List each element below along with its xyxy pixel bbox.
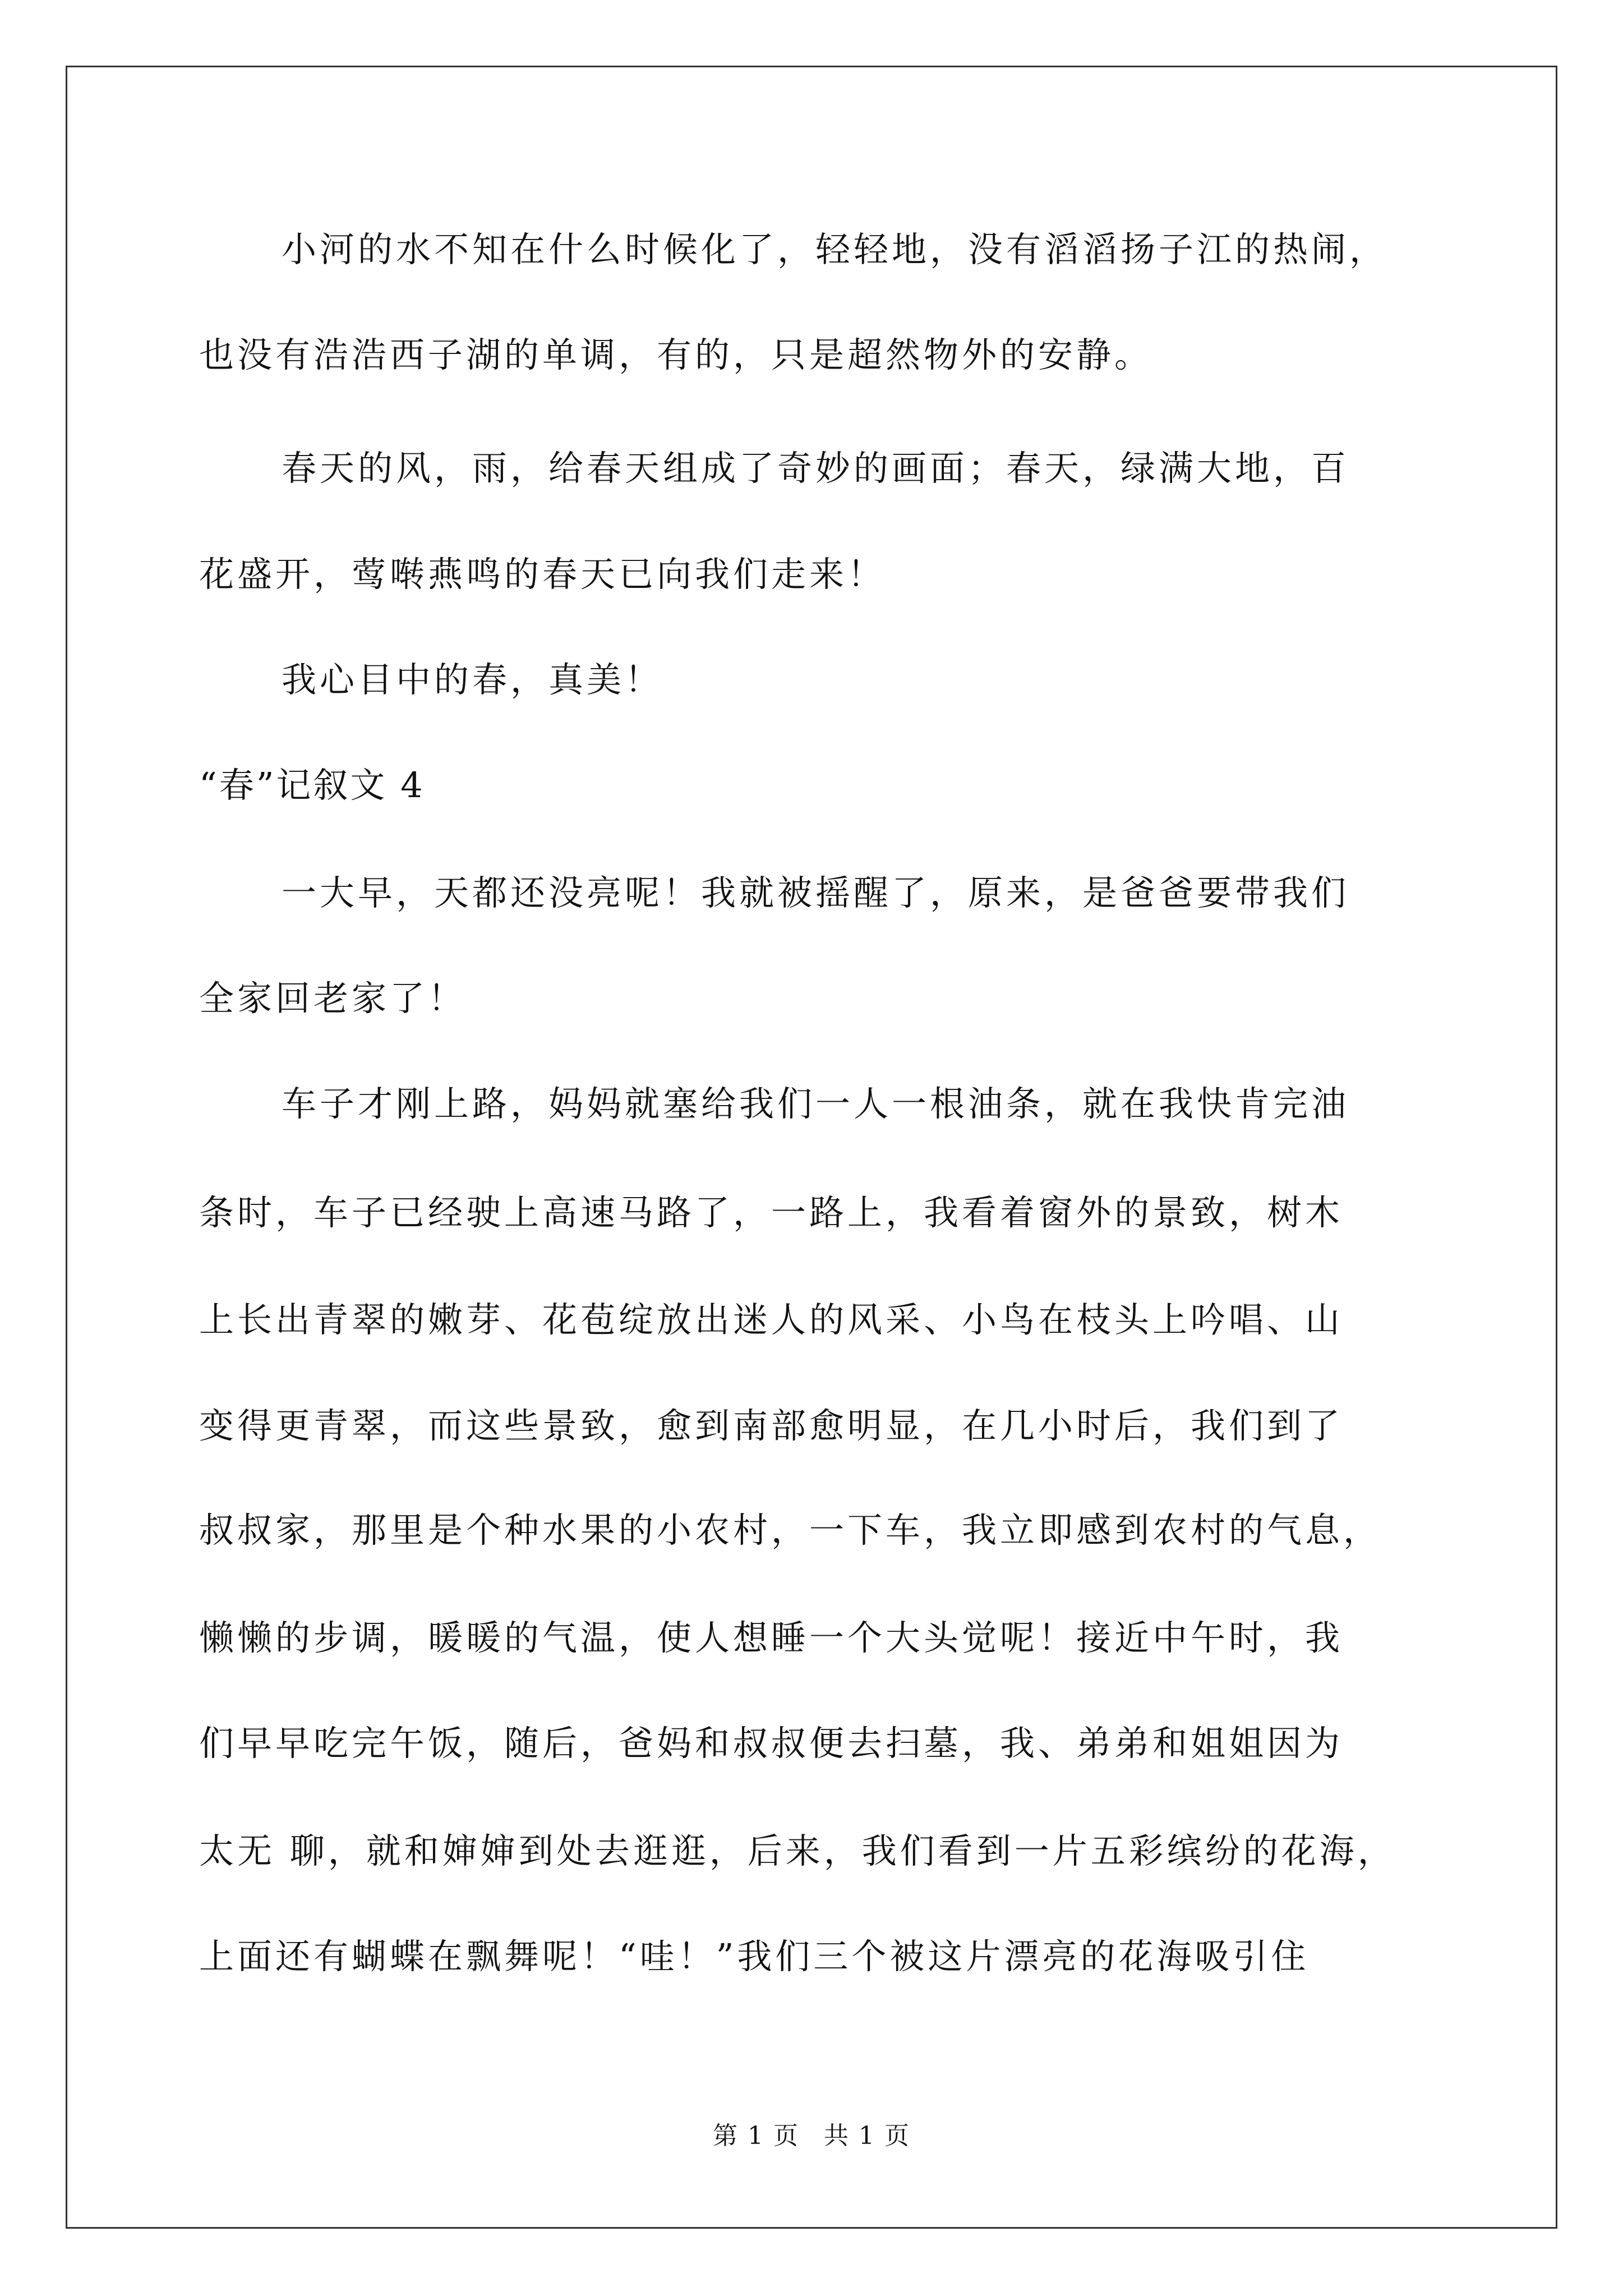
paragraph-line: 变得更青翠，而这些景致，愈到南部愈明显，在几小时后，我们到了 bbox=[199, 1405, 1344, 1446]
paragraph-line: 懒懒的步调，暖暖的气温，使人想睡一个大头觉呢！接近中午时，我 bbox=[199, 1617, 1344, 1658]
paragraph-line: 条时，车子已经驶上高速马路了，一路上，我看着窗外的景致，树木 bbox=[199, 1192, 1344, 1233]
page-number-current: 第 1 页 bbox=[713, 2122, 799, 2150]
paragraph-line: 一大早，天都还没亮呢！我就被摇醒了，原来，是爸爸要带我们 bbox=[282, 872, 1350, 913]
page-number-total: 共 1 页 bbox=[824, 2122, 910, 2150]
paragraph-line: 小河的水不知在什么时候化了，轻轻地，没有滔滔扬子江的热闹， bbox=[282, 229, 1388, 270]
page-footer bbox=[0, 2119, 1623, 2153]
paragraph-line: 上长出青翠的嫩芽、花苞绽放出迷人的风采、小鸟在枝头上吟唱、山 bbox=[199, 1299, 1344, 1340]
paragraph-line: 们早早吃完午饭，随后，爸妈和叔叔便去扫墓，我、弟弟和姐姐因为 bbox=[199, 1723, 1344, 1764]
paragraph-line: 也没有浩浩西子湖的单调，有的，只是超然物外的安静。 bbox=[199, 334, 1153, 375]
paragraph-line: 太无 聊，就和婶婶到处去逛逛，后来，我们看到一片五彩缤纷的花海， bbox=[199, 1830, 1396, 1871]
paragraph-line: 车子才刚上路，妈妈就塞给我们一人一根油条，就在我快肯完油 bbox=[282, 1083, 1350, 1124]
section-heading: “春”记叙文 4 bbox=[199, 765, 425, 806]
paragraph-line: 花盛开，莺啭燕鸣的春天已向我们走来！ bbox=[199, 554, 886, 595]
page-border bbox=[66, 66, 1557, 2229]
paragraph-line: 叔叔家，那里是个种水果的小农村，一下车，我立即感到农村的气息， bbox=[199, 1510, 1382, 1550]
paragraph-line: 我心目中的春，真美！ bbox=[282, 659, 663, 700]
paragraph-line: 全家回老家了！ bbox=[199, 978, 467, 1019]
paragraph-line: 春天的风，雨，给春天组成了奇妙的画面；春天，绿满大地，百 bbox=[282, 448, 1350, 489]
paragraph-line: 上面还有蝴蝶在飘舞呢！“哇！”我们三个被这片漂亮的花海吸引住 bbox=[199, 1936, 1310, 1977]
